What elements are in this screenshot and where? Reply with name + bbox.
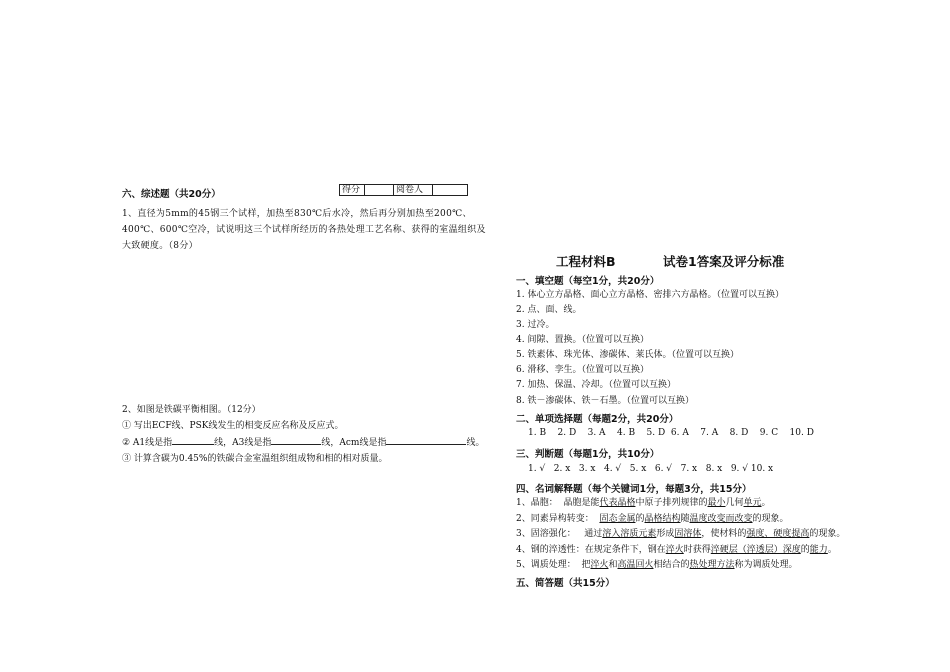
answer-title-left: 工程材料B [556,254,616,269]
blank-acm [386,435,466,445]
s3-title: 三、判断题（每题1分，共10分） [516,449,660,460]
q2-item2-a: ② A1线是指 [122,438,173,448]
blank-a1 [172,435,214,445]
section6-title: 六、综述题（共20分） [122,189,221,200]
q2-item2-b: 线，A3线是指 [214,438,272,448]
s4-def1: 1、晶胞： 晶胞是能代表晶格中原子排列规律的最小几何单元。 [516,498,771,508]
q2-item2-c: 线，Acm线是指 [321,438,387,448]
s2-answers: 1. B 2. D 3. A 4. B 5. D 6. A 7. A 8. D 9. C 10. D [528,428,814,438]
s4-title: 四、名词解释题（每个关键词1分，每题3分，共15分） [516,484,752,495]
s1-title: 一、填空题（每空1分，共20分） [516,276,660,287]
s5-title: 五、简答题（共15分） [516,578,615,589]
reviewer-cell [433,185,468,196]
q2-item2 [122,435,484,451]
reviewer-label: 阅卷人 [394,185,433,196]
score-table [339,184,468,196]
s3-answers: 1. √ 2. x 3. x 4. √ 5. x 6. √ 7. x 8. x 9. √ 10. x [528,464,774,474]
blank-a3 [271,435,321,445]
s1-item: 6. 滑移、孪生。（位置可以互换） [516,365,649,375]
s4-def5: 5、调质处理： 把淬火和高温回火相结合的热处理方法称为调质处理。 [516,560,798,570]
q2-item2-d: 线。 [466,438,485,448]
answer-title-right: 试卷1答案及评分标准 [663,254,785,269]
s1-item: 1. 体心立方晶格、面心立方晶格、密排六方晶格。（位置可以互换） [516,290,784,300]
s1-item: 7. 加热、保温、冷却。（位置可以互换） [516,380,676,390]
s1-item: 2. 点、面、线。 [516,305,582,315]
s1-item: 3. 过冷。 [516,320,555,330]
q2-title: 2、如图是铁碳平衡相图。（12分） [122,405,261,415]
q2-item1: ① 写出ECF线、PSK线发生的相变反应名称及反应式。 [122,421,344,431]
s4-def4: 4、钢的淬透性：在规定条件下，钢在淬火时获得淬硬层（淬透层）深度的能力。 [516,545,837,555]
s1-item: 8. 铁－渗碳体、铁－石墨。（位置可以互换） [516,396,694,406]
q1-text: 1、直径为5mm的45钢三个试样，加热至830℃后水冷，然后再分别加热至200℃、400℃、600℃空冷，试说明这三个试样所经历的各热处理工艺名称、获得的室温组织及大致硬度。（8分） [122,209,486,251]
q2-item3: ③ 计算含碳为0.45%的铁碳合金室温组织组成物和相的相对质量。 [122,454,388,464]
s4-def3: 3、固溶强化： 通过溶入溶质元素形成固溶体，使材料的强度、硬度提高的现象。 [516,529,846,539]
s4-def2: 2、同素异构转变： 固态金属的晶格结构随温度改变而改变的现象。 [516,514,789,524]
s1-item: 4. 间隙、置换。（位置可以互换） [516,335,649,345]
s2-title: 二、单项选择题（每题2分，共20分） [516,414,679,425]
score-label: 得分 [340,185,365,196]
s1-item: 5. 铁素体、珠光体、渗碳体、莱氏体。（位置可以互换） [516,350,739,360]
score-cell [365,185,394,196]
